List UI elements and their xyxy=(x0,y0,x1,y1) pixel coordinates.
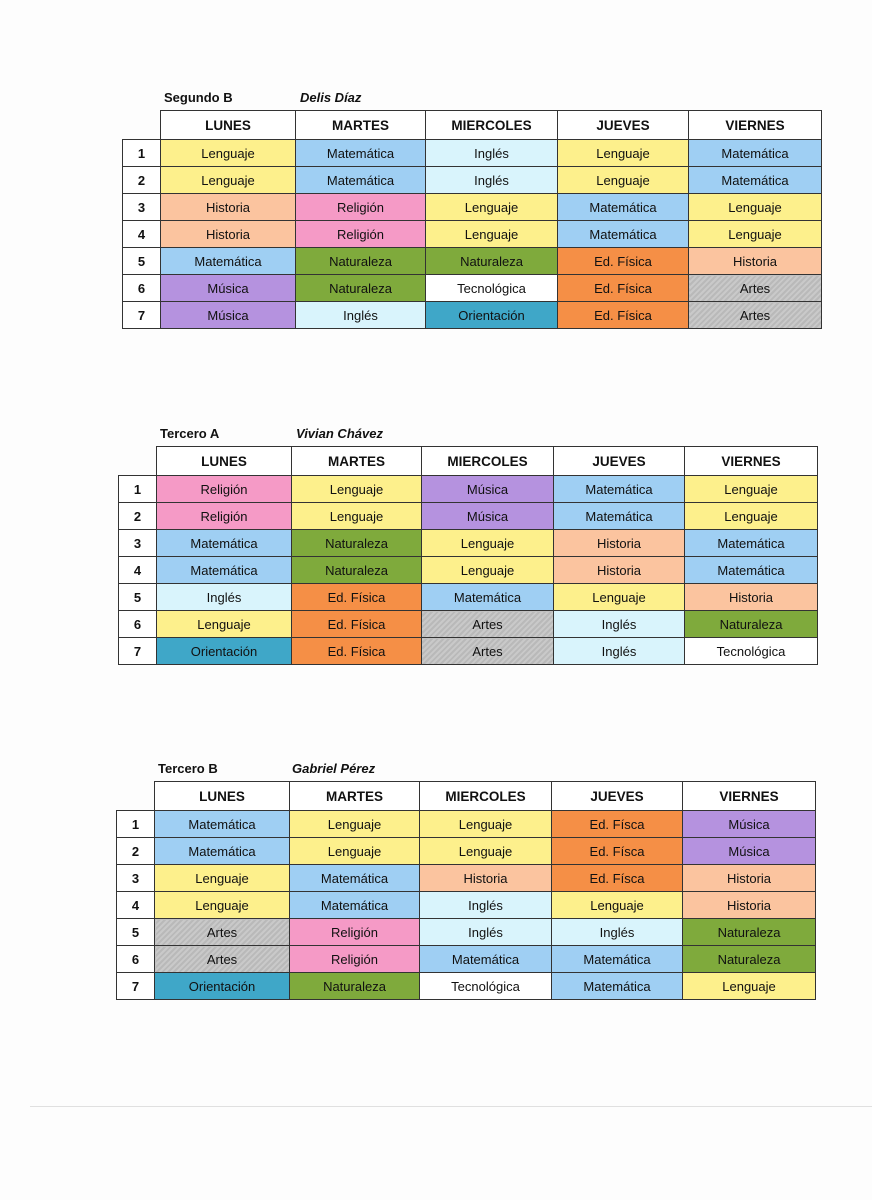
subject-cell: Inglés xyxy=(426,140,558,167)
period-number: 3 xyxy=(119,530,157,557)
subject-cell: Matemática xyxy=(554,503,685,530)
subject-cell: Lenguaje xyxy=(290,811,420,838)
subject-cell: Inglés xyxy=(420,892,552,919)
subject-cell: Historia xyxy=(683,865,816,892)
subject-cell: Lenguaje xyxy=(422,557,554,584)
period-number: 6 xyxy=(119,611,157,638)
subject-cell: Religión xyxy=(296,221,426,248)
schedule-tercero-a xyxy=(118,426,818,665)
subject-cell: Matemática xyxy=(689,140,822,167)
subject-cell: Historia xyxy=(554,530,685,557)
subject-cell: Matemática xyxy=(552,973,683,1000)
day-header-lunes: LUNES xyxy=(161,111,296,140)
subject-cell: Inglés xyxy=(426,167,558,194)
period-row xyxy=(117,919,816,946)
corner-cell xyxy=(123,111,161,140)
period-row xyxy=(119,638,818,665)
subject-cell: Historia xyxy=(161,194,296,221)
period-number: 5 xyxy=(123,248,161,275)
day-header-jueves: JUEVES xyxy=(558,111,689,140)
day-header-viernes: VIERNES xyxy=(685,447,818,476)
period-row xyxy=(123,275,822,302)
period-row xyxy=(117,865,816,892)
period-number: 7 xyxy=(123,302,161,329)
period-row xyxy=(119,503,818,530)
corner-cell xyxy=(117,782,155,811)
subject-cell: Lenguaje xyxy=(292,476,422,503)
period-row xyxy=(123,140,822,167)
corner-cell xyxy=(119,447,157,476)
subject-cell: Ed. Física xyxy=(292,584,422,611)
day-header-jueves: JUEVES xyxy=(552,782,683,811)
period-number: 4 xyxy=(123,221,161,248)
period-row xyxy=(119,530,818,557)
period-row xyxy=(123,302,822,329)
subject-cell: Lenguaje xyxy=(155,865,290,892)
subject-cell: Matemática xyxy=(290,892,420,919)
subject-cell: Lenguaje xyxy=(683,973,816,1000)
subject-cell: Naturaleza xyxy=(426,248,558,275)
day-header-row xyxy=(119,447,818,476)
subject-cell: Lenguaje xyxy=(426,221,558,248)
period-number: 6 xyxy=(123,275,161,302)
day-header-martes: MARTES xyxy=(290,782,420,811)
subject-cell: Ed. Física xyxy=(558,248,689,275)
schedule-tercero-b xyxy=(116,761,816,1000)
schedule-table xyxy=(116,781,816,1000)
subject-cell: Lenguaje xyxy=(689,194,822,221)
period-row xyxy=(117,838,816,865)
day-header-row xyxy=(123,111,822,140)
day-header-lunes: LUNES xyxy=(155,782,290,811)
subject-cell: Matemática xyxy=(155,838,290,865)
subject-cell: Inglés xyxy=(420,919,552,946)
subject-cell: Matemática xyxy=(689,167,822,194)
period-number: 4 xyxy=(119,557,157,584)
subject-cell: Inglés xyxy=(554,638,685,665)
subject-cell: Lenguaje xyxy=(558,167,689,194)
period-number: 1 xyxy=(123,140,161,167)
subject-cell: Artes xyxy=(689,302,822,329)
period-row xyxy=(119,476,818,503)
page-divider xyxy=(30,1106,872,1107)
subject-cell: Lenguaje xyxy=(290,838,420,865)
subject-cell: Ed. Física xyxy=(292,611,422,638)
schedule-table xyxy=(118,446,818,665)
period-number: 5 xyxy=(117,919,155,946)
subject-cell: Naturaleza xyxy=(292,530,422,557)
subject-cell: Artes xyxy=(155,919,290,946)
schedule-table xyxy=(122,110,822,329)
subject-cell: Naturaleza xyxy=(683,946,816,973)
day-header-martes: MARTES xyxy=(296,111,426,140)
day-header-jueves: JUEVES xyxy=(554,447,685,476)
period-number: 5 xyxy=(119,584,157,611)
day-header-miercoles: MIERCOLES xyxy=(420,782,552,811)
subject-cell: Matemática xyxy=(685,557,818,584)
subject-cell: Matemática xyxy=(685,530,818,557)
period-row xyxy=(117,811,816,838)
subject-cell: Lenguaje xyxy=(420,811,552,838)
day-header-row xyxy=(117,782,816,811)
subject-cell: Naturaleza xyxy=(685,611,818,638)
subject-cell: Matemática xyxy=(296,140,426,167)
period-number: 1 xyxy=(119,476,157,503)
subject-cell: Ed. Física xyxy=(558,275,689,302)
period-row xyxy=(119,557,818,584)
subject-cell: Historia xyxy=(689,248,822,275)
subject-cell: Tecnológica xyxy=(420,973,552,1000)
subject-cell: Matemática xyxy=(290,865,420,892)
subject-cell: Lenguaje xyxy=(292,503,422,530)
period-row xyxy=(117,973,816,1000)
subject-cell: Naturaleza xyxy=(292,557,422,584)
subject-cell: Religión xyxy=(290,946,420,973)
period-number: 1 xyxy=(117,811,155,838)
subject-cell: Música xyxy=(161,275,296,302)
subject-cell: Música xyxy=(683,838,816,865)
subject-cell: Lenguaje xyxy=(422,530,554,557)
period-row xyxy=(119,611,818,638)
period-number: 2 xyxy=(119,503,157,530)
period-row xyxy=(123,194,822,221)
day-header-viernes: VIERNES xyxy=(689,111,822,140)
subject-cell: Lenguaje xyxy=(155,892,290,919)
subject-cell: Ed. Físca xyxy=(552,865,683,892)
subject-cell: Lenguaje xyxy=(420,838,552,865)
subject-cell: Ed. Físca xyxy=(552,838,683,865)
subject-cell: Religión xyxy=(157,476,292,503)
subject-cell: Tecnológica xyxy=(426,275,558,302)
teacher-name: Delis Díaz xyxy=(300,90,362,105)
subject-cell: Matemática xyxy=(420,946,552,973)
subject-cell: Ed. Física xyxy=(292,638,422,665)
period-row xyxy=(117,946,816,973)
subject-cell: Música xyxy=(161,302,296,329)
subject-cell: Historia xyxy=(420,865,552,892)
subject-cell: Ed. Físca xyxy=(552,811,683,838)
period-number: 2 xyxy=(123,167,161,194)
day-header-miercoles: MIERCOLES xyxy=(426,111,558,140)
class-name: Tercero B xyxy=(158,761,218,776)
subject-cell: Lenguaje xyxy=(426,194,558,221)
subject-cell: Música xyxy=(683,811,816,838)
day-header-viernes: VIERNES xyxy=(683,782,816,811)
day-header-martes: MARTES xyxy=(292,447,422,476)
class-name: Segundo B xyxy=(164,90,233,105)
subject-cell: Naturaleza xyxy=(290,973,420,1000)
subject-cell: Lenguaje xyxy=(689,221,822,248)
period-number: 7 xyxy=(117,973,155,1000)
subject-cell: Lenguaje xyxy=(157,611,292,638)
period-number: 3 xyxy=(123,194,161,221)
period-row xyxy=(119,584,818,611)
period-number: 4 xyxy=(117,892,155,919)
subject-cell: Religión xyxy=(290,919,420,946)
subject-cell: Historia xyxy=(161,221,296,248)
subject-cell: Religión xyxy=(157,503,292,530)
teacher-name: Gabriel Pérez xyxy=(292,761,376,776)
day-header-lunes: LUNES xyxy=(157,447,292,476)
subject-cell: Lenguaje xyxy=(554,584,685,611)
subject-cell: Matemática xyxy=(558,221,689,248)
period-row xyxy=(123,221,822,248)
period-number: 6 xyxy=(117,946,155,973)
subject-cell: Artes xyxy=(422,638,554,665)
subject-cell: Matemática xyxy=(296,167,426,194)
period-number: 7 xyxy=(119,638,157,665)
subject-cell: Matemática xyxy=(157,530,292,557)
teacher-name: Vivian Chávez xyxy=(296,426,383,441)
subject-cell: Inglés xyxy=(296,302,426,329)
subject-cell: Matemática xyxy=(155,811,290,838)
subject-cell: Matemática xyxy=(157,557,292,584)
period-row xyxy=(123,248,822,275)
subject-cell: Lenguaje xyxy=(685,503,818,530)
subject-cell: Historia xyxy=(683,892,816,919)
subject-cell: Artes xyxy=(422,611,554,638)
subject-cell: Orientación xyxy=(157,638,292,665)
subject-cell: Matemática xyxy=(422,584,554,611)
subject-cell: Lenguaje xyxy=(685,476,818,503)
subject-cell: Tecnológica xyxy=(685,638,818,665)
subject-cell: Historia xyxy=(554,557,685,584)
subject-cell: Artes xyxy=(689,275,822,302)
subject-cell: Lenguaje xyxy=(161,140,296,167)
subject-cell: Orientación xyxy=(426,302,558,329)
subject-cell: Inglés xyxy=(554,611,685,638)
subject-cell: Historia xyxy=(685,584,818,611)
subject-cell: Orientación xyxy=(155,973,290,1000)
period-row xyxy=(117,892,816,919)
schedule-segundo-b xyxy=(122,90,822,329)
subject-cell: Matemática xyxy=(554,476,685,503)
subject-cell: Inglés xyxy=(552,919,683,946)
subject-cell: Naturaleza xyxy=(683,919,816,946)
subject-cell: Matemática xyxy=(558,194,689,221)
day-header-miercoles: MIERCOLES xyxy=(422,447,554,476)
subject-cell: Naturaleza xyxy=(296,248,426,275)
subject-cell: Matemática xyxy=(161,248,296,275)
subject-cell: Música xyxy=(422,503,554,530)
period-row xyxy=(123,167,822,194)
subject-cell: Matemática xyxy=(552,946,683,973)
subject-cell: Naturaleza xyxy=(296,275,426,302)
period-number: 2 xyxy=(117,838,155,865)
subject-cell: Ed. Física xyxy=(558,302,689,329)
subject-cell: Música xyxy=(422,476,554,503)
period-number: 3 xyxy=(117,865,155,892)
subject-cell: Artes xyxy=(155,946,290,973)
subject-cell: Religión xyxy=(296,194,426,221)
subject-cell: Inglés xyxy=(157,584,292,611)
subject-cell: Lenguaje xyxy=(161,167,296,194)
class-name: Tercero A xyxy=(160,426,220,441)
subject-cell: Lenguaje xyxy=(558,140,689,167)
subject-cell: Lenguaje xyxy=(552,892,683,919)
